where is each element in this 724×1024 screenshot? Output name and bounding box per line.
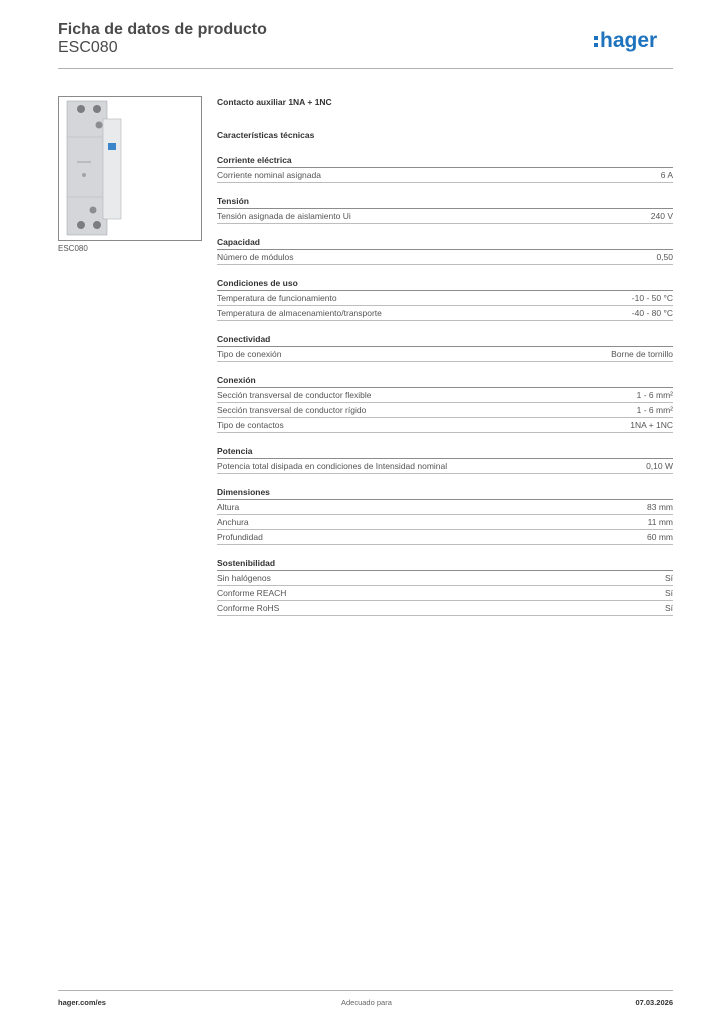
spec-label: Profundidad <box>217 532 263 542</box>
product-image-caption: ESC080 <box>58 244 88 253</box>
product-name: Contacto auxiliar 1NA + 1NC <box>217 97 332 107</box>
spec-label: Sin halógenos <box>217 573 271 583</box>
spec-value: 6 A <box>660 170 673 180</box>
hager-logo-text: hager <box>600 29 658 52</box>
spec-label: Sección transversal de conductor rígido <box>217 405 367 415</box>
spec-label: Altura <box>217 502 240 512</box>
spec-row <box>217 515 673 530</box>
spec-group-title: Conexión <box>217 374 673 388</box>
footer-divider <box>58 990 673 991</box>
spec-value: 83 mm <box>647 502 673 512</box>
hager-logo <box>593 27 673 53</box>
spec-group-conexion <box>217 374 673 433</box>
spec-group-title: Tensión <box>217 195 673 209</box>
spec-label: Número de módulos <box>217 252 294 262</box>
spec-row <box>217 209 673 224</box>
spec-group-potencia <box>217 445 673 474</box>
spec-group-title: Dimensiones <box>217 486 673 500</box>
spec-label: Sección transversal de conductor flexible <box>217 390 372 400</box>
spec-row <box>217 459 673 474</box>
spec-value: 11 mm <box>647 517 673 527</box>
spec-value: 240 V <box>650 211 673 221</box>
spec-row <box>217 347 673 362</box>
document-title: Ficha de datos de producto <box>58 21 267 38</box>
spec-group-conectividad <box>217 333 673 362</box>
spec-label: Corriente nominal asignada <box>217 170 321 180</box>
spec-value: 1 - 6 mm² <box>636 390 673 400</box>
spec-value: Borne de tornillo <box>611 349 673 359</box>
spec-row <box>217 500 673 515</box>
spec-label: Temperatura de almacenamiento/transporte <box>217 308 382 318</box>
spec-value: -40 - 80 °C <box>631 308 673 318</box>
spec-group-sostenibilidad <box>217 557 673 616</box>
footer-suitable-for: Adecuado para <box>341 998 392 1007</box>
footer-website: hager.com/es <box>58 998 106 1007</box>
section-heading: Características técnicas <box>217 130 315 140</box>
header-divider <box>58 68 673 69</box>
page-header <box>58 21 673 69</box>
product-image-frame <box>58 96 202 241</box>
spec-row <box>217 168 673 183</box>
spec-content <box>217 96 673 616</box>
spec-label: Conforme REACH <box>217 588 287 598</box>
spec-row <box>217 571 673 586</box>
spec-label: Conforme RoHS <box>217 603 280 613</box>
spec-row <box>217 530 673 545</box>
product-image <box>59 97 201 240</box>
spec-row <box>217 250 673 265</box>
spec-group-title: Capacidad <box>217 236 673 250</box>
spec-value: 1 - 6 mm² <box>636 405 673 415</box>
spec-group-condiciones <box>217 277 673 321</box>
spec-row <box>217 586 673 601</box>
footer-date: 07.03.2026 <box>635 998 673 1007</box>
spec-value: 0,10 W <box>646 461 673 471</box>
spec-group-tension <box>217 195 673 224</box>
spec-value: Sí <box>664 573 673 583</box>
spec-value: Sí <box>664 603 673 613</box>
spec-group-title: Sostenibilidad <box>217 557 673 571</box>
spec-value: 0,50 <box>656 252 673 262</box>
spec-group-corriente <box>217 154 673 183</box>
spec-label: Anchura <box>217 517 249 527</box>
spec-label: Tensión asignada de aislamiento Ui <box>217 211 351 221</box>
spec-value: -10 - 50 °C <box>631 293 673 303</box>
spec-value: Sí <box>664 588 673 598</box>
product-reference: ESC080 <box>58 39 118 56</box>
spec-row <box>217 403 673 418</box>
spec-label: Potencia total disipada en condiciones de Intensidad nominal <box>217 461 448 471</box>
spec-label: Tipo de conexión <box>217 349 282 359</box>
spec-group-title: Potencia <box>217 445 673 459</box>
spec-row <box>217 291 673 306</box>
spec-value: 1NA + 1NC <box>630 420 673 430</box>
spec-group-dimensiones <box>217 486 673 545</box>
spec-group-title: Conectividad <box>217 333 673 347</box>
spec-group-title: Condiciones de uso <box>217 277 673 291</box>
spec-row <box>217 306 673 321</box>
spec-value: 60 mm <box>647 532 673 542</box>
spec-group-capacidad <box>217 236 673 265</box>
spec-row <box>217 388 673 403</box>
spec-group-title: Corriente eléctrica <box>217 154 673 168</box>
spec-label: Tipo de contactos <box>217 420 284 430</box>
spec-row <box>217 418 673 433</box>
spec-row <box>217 601 673 616</box>
spec-label: Temperatura de funcionamiento <box>217 293 337 303</box>
